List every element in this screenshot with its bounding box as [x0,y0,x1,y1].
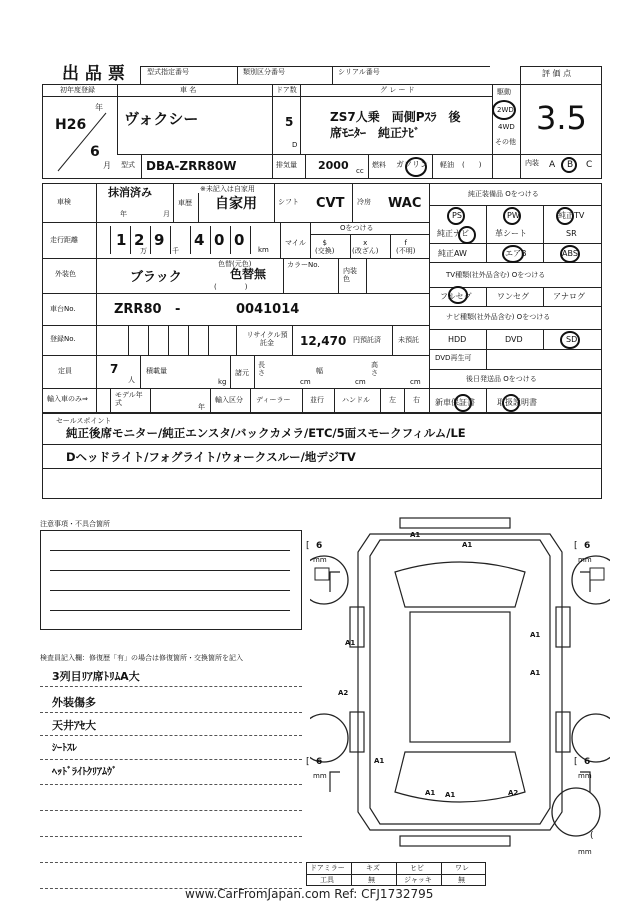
reg-year-unit: 年 [95,103,103,112]
history-label: 車歴 [178,199,192,207]
import-dealer: ディーラー [256,396,291,404]
tire-depth-rr-bracket: [ [574,757,578,767]
sales-point-label: セールスポイント [56,417,112,425]
tv-fullseg: フルセグ [440,292,472,301]
tire-depth-rl-bracket: [ [306,757,310,767]
interior-circle [561,157,577,173]
score-value: 3.5 [536,99,587,137]
footer-header-break: ワレ [455,864,469,872]
score-label: 評 価 点 [542,69,572,78]
tire-depth-rr: 6 [584,757,591,767]
tire-depth-fl: 6 [316,541,323,551]
equip-abs-circle [560,245,580,263]
note-line3: 天井ｱｾ大 [52,719,96,732]
height-unit: cm [410,378,421,386]
damage-mark-2: A1 [462,541,473,549]
tire-depth-fr-bracket: [ [574,541,578,551]
damage-mark-10: A2 [508,789,519,797]
drive-other: その他 [495,138,516,146]
doors-unit: D [292,141,298,149]
mileage-unit-km: km [258,246,269,254]
equipment-title: 純正装備品 Oをつける [468,190,539,198]
model-label: 型式 [121,161,135,169]
handle-right: 右 [413,396,420,404]
note-line4: ｼｰﾄｽﾚ [52,743,77,754]
inspection-value: 抹消済み [108,186,152,199]
color-label: 外装色 [55,270,76,278]
serial-label: シリアル番号 [338,68,380,76]
car-diagram [310,512,610,862]
damage-mark-9: A1 [445,791,456,799]
tire-depth-fr: 6 [584,541,591,551]
car-name: ヴォクシー [124,110,199,128]
load-unit: kg [218,378,227,386]
tv-analog: アナログ [553,292,585,301]
equip-tv: 純正TV [558,211,585,220]
reg-month-unit: 月 [103,161,111,170]
mileage-unit-sen: 千 [172,247,179,255]
color-value: ブラック [130,270,182,285]
tire-depth-fl-bracket: [ [306,541,310,551]
grade-line1: ZS7人乗 両側Pｽﾗ 後 [330,110,461,124]
tv-oneseg: ワンセグ [497,292,529,301]
footer-cell-jack-none: 無 [458,876,465,884]
navi-dvd: DVD [505,335,523,344]
first-reg-label: 初年度登録 [60,86,95,94]
later-manual-circle [502,394,520,412]
drive-label: 駆動 [497,88,511,96]
reg-no-label: 登録No. [50,335,76,343]
tire-depth-fr-unit: mm [578,556,592,564]
reg-year-era: H26 [55,117,87,133]
sales-point-line2: Dヘッドライト/フォグライト/ウォークスルー/地デジTV [66,450,356,464]
capacity-value: 7 [110,362,119,376]
length-unit: cm [300,378,311,386]
displacement-unit: cc [356,167,364,175]
mile-opt-tamper: x (改ざん) [352,239,379,255]
recycle-label: リサイクル預託金 [246,331,288,348]
doors-value: 5 [285,115,294,129]
chassis-number: 0041014 [236,302,300,317]
footer-cell-tools-none: 無 [368,876,375,884]
later-title: 後日発送品 Oをつける [466,375,537,383]
import-parallel: 並行 [310,396,324,404]
watermark-ref: www.CarFromJapan.com Ref: CFJ1732795 [185,887,434,901]
history-value: 自家用 [215,196,257,212]
height-label: 高さ [371,361,378,377]
mileage-label: 走行距離 [50,236,78,244]
footer-cell-jack: ジャッキ [404,876,432,884]
interior-c: C [586,160,593,170]
equip-navi: 純正ナビ [437,229,469,238]
equip-abs: ABS [562,249,578,258]
spare-bracket: ( [590,831,594,841]
handle-left: 左 [389,396,396,404]
size-label: 諸元 [235,369,249,377]
mile-circle-note: Oをつける [340,224,374,232]
inspector-label: 検査員記入欄：修復歴「有」の場合は修復箇所・交換箇所を記入 [40,654,243,662]
load-label: 積載量 [146,367,167,375]
displacement-value: 2000 [318,159,349,172]
unreg-note: ※未記入は自家用 [200,185,255,193]
damage-mark-1: A1 [410,531,421,539]
navi-title: ナビ種類(社外品含む) Oをつける [446,313,551,321]
grade-line2: 席ﾓﾆﾀｰ 純正ﾅﾋﾞ [330,126,421,140]
equip-aw: 純正AW [438,249,467,258]
mileage-unit-man: 万 [140,247,147,255]
color-paren: ( ) [214,283,248,291]
mileage-digit-4: 4 [194,231,205,249]
mileage-digit-1: 1 [116,231,127,249]
interior-label: 内装 [525,159,539,167]
later-warranty: 新車保証書 [435,398,475,407]
tire-depth-rl: 6 [316,757,323,767]
mileage-digit-2: 2 [134,231,145,249]
fuel-circle [405,157,427,177]
color-no-label: カラーNo. [287,261,320,269]
mileage-digit-6: 0 [234,231,245,249]
equip-sr: SR [566,229,577,238]
car-name-label: 車 名 [180,86,197,94]
equip-airbag-circle [502,245,524,263]
inspection-year: 年 [120,210,127,218]
damage-mark-6: A2 [338,689,349,697]
sheet-title: 出 品 票 [62,64,125,84]
category-label: 類別区分番号 [243,68,285,76]
equip-leather: 革シート [495,229,527,238]
model-year-unit: 年 [198,403,205,411]
import-cat-label: 輸入区分 [215,396,243,404]
import-label: 輸入車のみ⇒ [47,395,88,403]
chassis-model: ZRR80 [114,302,162,317]
navi-hdd: HDD [448,335,467,344]
mile-label: マイル [285,239,306,247]
navi-sd: SD [566,335,578,344]
equip-tv-circle [556,207,574,225]
damage-mark-5: A1 [530,669,541,677]
fuel-paren: ( ) [462,161,482,169]
notes-label: 注意事項・不具合箇所 [40,520,110,528]
mileage-digit-5: 0 [214,231,225,249]
tv-fullseg-circle [448,286,468,304]
ac-value: WAC [388,196,422,211]
displacement-label: 排気量 [276,161,297,169]
sales-point-line1: 純正後席モニター/純正エンスタ/バックカメラ/ETC/5面スモークフィルム/LE [66,426,466,440]
note-line5: ﾍｯﾄﾞﾗｲﾄｸﾘｱﾑｳﾞ [52,767,117,778]
equip-ps: PS [452,211,462,220]
interior-color-label: 内装色 [343,267,357,284]
recycle-value: 12,470 [300,334,347,348]
reg-month: 6 [90,144,100,160]
chassis-dash: - [175,302,181,317]
damage-mark-8: A1 [425,789,436,797]
damage-mark-4: A1 [345,639,356,647]
interior-a: A [549,160,556,170]
tv-title: TV種類(社外品含む) Oをつける [446,271,546,279]
drive-2wd: 2WD [497,106,514,114]
equip-ps-circle [447,207,465,225]
mile-opt-unknown: f (不明) [396,239,416,255]
tire-depth-rl-unit: mm [313,772,327,780]
mile-opt-exchange: $ (交換) [315,239,335,255]
grade-label: グ レ ー ド [380,86,415,94]
fuel-diesel: 軽油 [440,161,454,169]
damage-mark-7: A1 [374,757,385,765]
footer-header-mirror: ドアミラー [310,864,345,872]
note-line2: 外装傷多 [52,696,96,709]
dvd-label: DVD再生可 [435,354,472,362]
mileage-digit-3: 9 [154,231,165,249]
equip-pw-circle [503,207,521,225]
damage-mark-3: A1 [530,631,541,639]
interior-b: B [567,160,574,170]
tire-depth-rr-unit: mm [578,772,592,780]
color-change-value: 色替無 [230,267,267,281]
shift-label: シフト [278,198,299,206]
footer-header-scratch: キズ [366,864,380,872]
later-manual: 取扱説明書 [497,398,537,407]
drive-2wd-circle [492,100,516,120]
model-value: DBA-ZRR80W [146,159,237,173]
footer-cell-tools: 工具 [320,876,334,884]
width-unit: cm [355,378,366,386]
recycle-done: 円預託済 [353,336,381,344]
notes-box [40,530,302,630]
capacity-label: 定員 [58,367,72,375]
fuel-label: 燃料 [372,161,386,169]
equip-airbag: エアB [505,249,527,258]
inspection-month: 月 [163,210,170,218]
spare-unit: mm [578,848,592,856]
later-warranty-circle [454,394,472,412]
tire-depth-fl-unit: mm [313,556,327,564]
drive-4wd: 4WD [498,123,515,131]
chassis-label: 車台No. [50,305,76,313]
width-label: 幅 [316,367,323,375]
shift-value: CVT [316,196,345,211]
capacity-unit: 人 [128,376,135,384]
color-change-label: 色替(元色) [218,260,252,268]
fuel-gasoline: ガソリン [396,160,428,169]
model-year-label: モデル年式 [115,391,143,407]
handle-label: ハンドル [342,396,370,404]
length-label: 長さ [258,361,265,377]
note-line1: 3列目ﾘｱ席ﾄﾘﾑA大 [52,670,140,683]
ac-label: 冷房 [357,198,371,206]
equip-pw: PW [507,211,520,220]
type-approval-label: 型式指定番号 [147,68,189,76]
equip-navi-circle [458,226,476,244]
recycle-not: 未預託 [398,336,419,344]
doors-label: ドア数 [276,86,297,94]
navi-sd-circle [560,331,580,349]
footer-header-crack: ヒビ [410,864,424,872]
inspection-label: 車検 [57,198,71,206]
